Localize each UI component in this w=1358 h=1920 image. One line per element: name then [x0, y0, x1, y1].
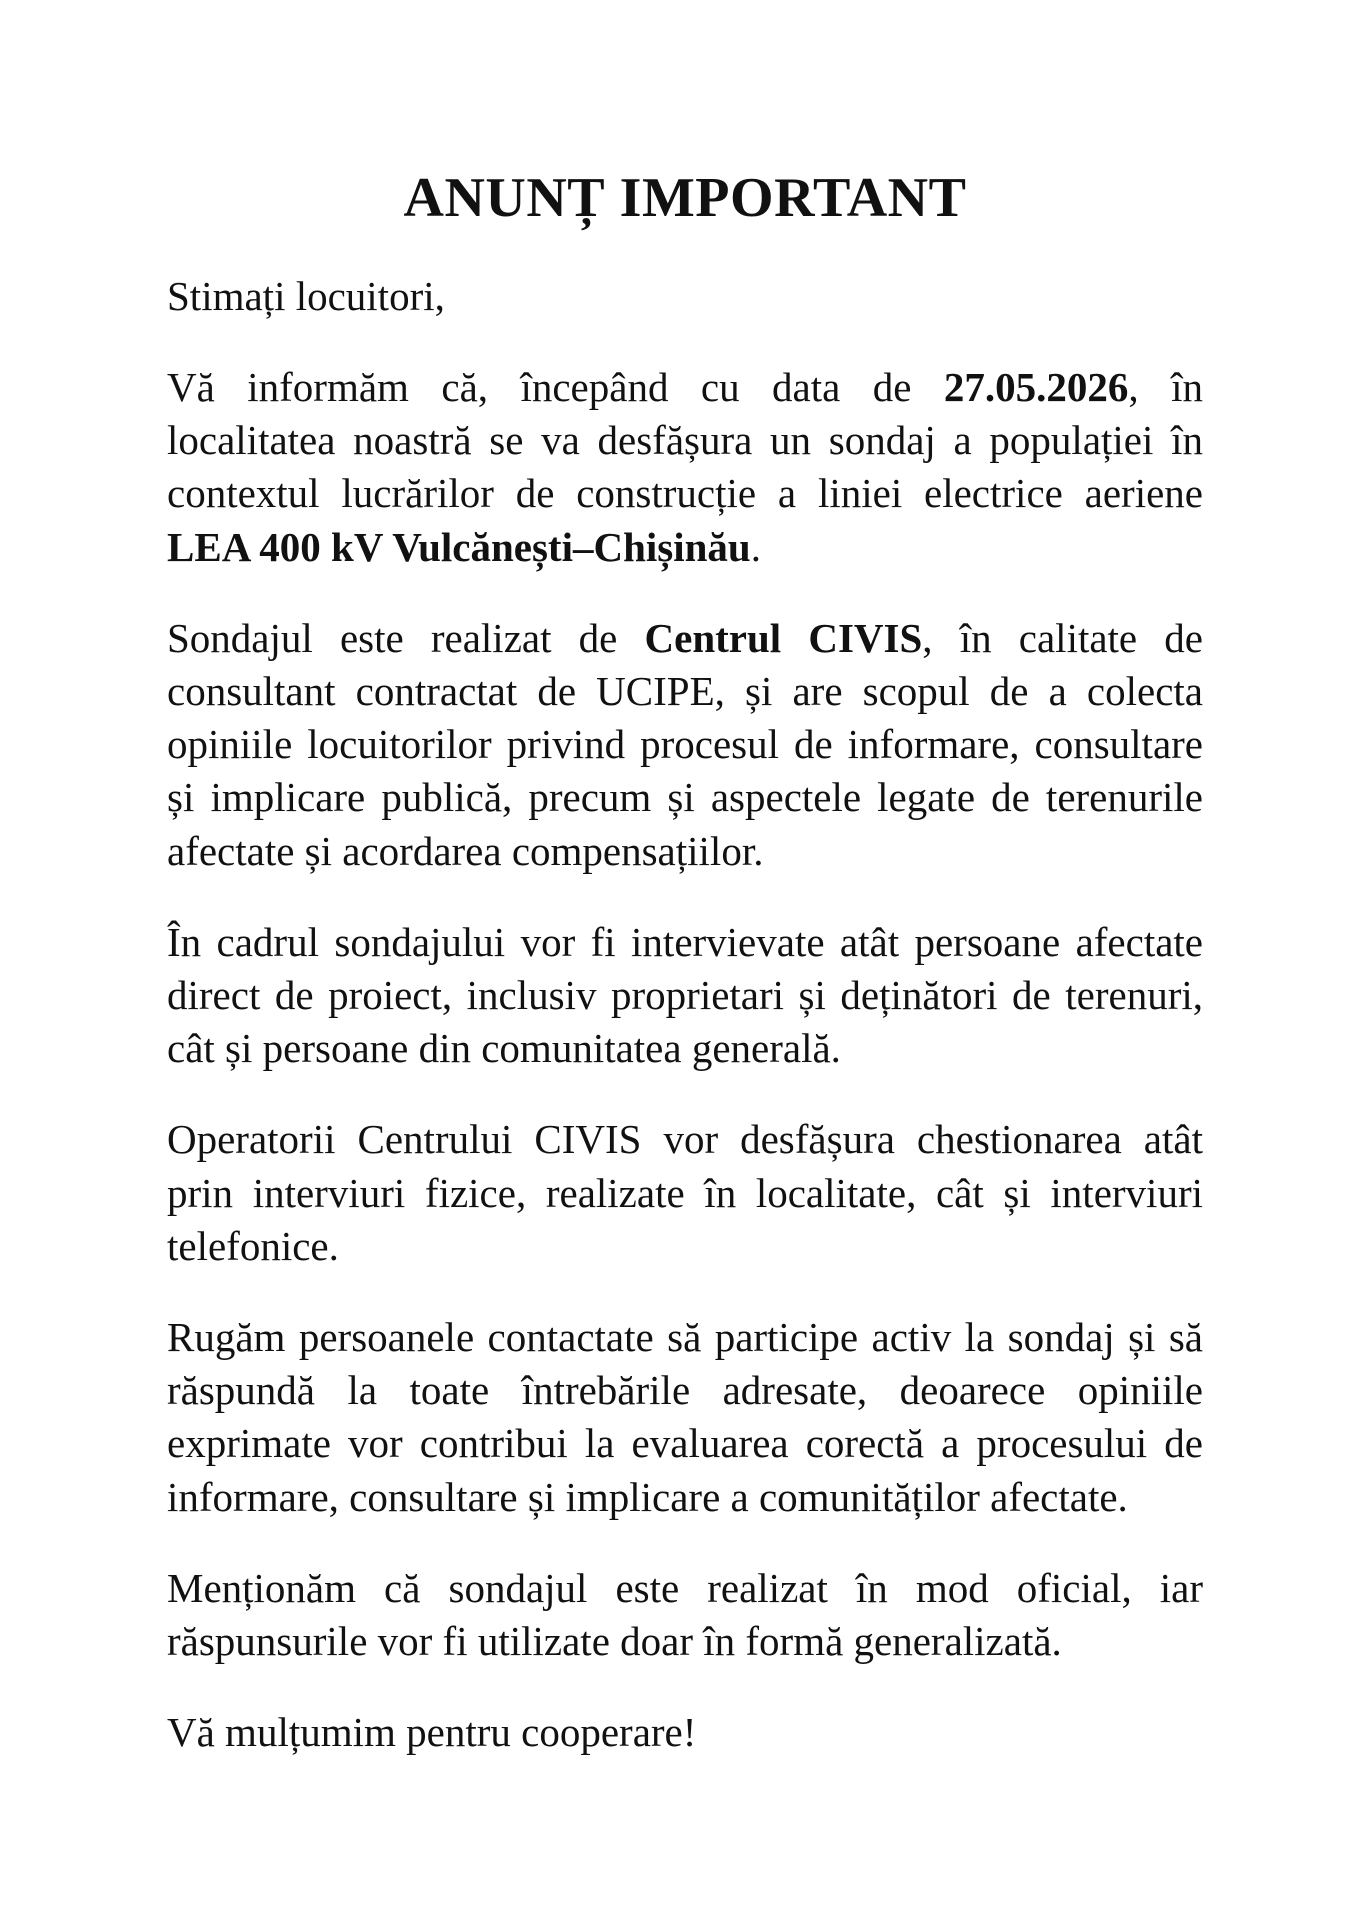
paragraph-text: , în calitate de consultant contractat de UCIPE, și are scopul de a colecta opiniile locuitorilor privind procesul de informare, consultare și implicare publică, precum și aspectele legate de terenurile afectate și acordarea compensațiilor. [167, 614, 1204, 874]
paragraph-text: Vă informăm că, începând cu data de [167, 364, 944, 410]
paragraph-interviewees: În cadrul sondajului vor fi intervievate atât persoane afectate direct de proiect, inclusiv proprietari și deținători de terenuri, cât și persoane din comunitatea generală. [167, 918, 1203, 1072]
paragraph-text: , în localitatea noastră se va desfășura un sondaj a populației în contextul lucrărilor de construcție a liniei electrice aeriene [167, 364, 1203, 517]
organization-name: Centrul CIVIS [644, 614, 923, 661]
survey-start-date: 27.05.2026 [943, 364, 1129, 410]
paragraph-survey-purpose [167, 612, 1203, 878]
closing-thanks: Vă mulțumim pentru cooperare! [167, 1709, 697, 1756]
paragraph-text: Sondajul este realizat de [167, 614, 645, 661]
paragraph-participation-request: Rugăm persoanele contactate să participe activ la sondaj și să răspundă la toate întrebările adresate, deoarece opiniile exprimate vor contribui la evaluarea corectă a procesului de informare, consultare și implicare a comunităților afectate. [167, 1314, 1203, 1520]
power-line-name: LEA 400 kV Vulcănești–Chișinău [167, 523, 751, 570]
paragraph-survey-start [167, 361, 1203, 574]
announcement-title: ANUNȚ IMPORTANT [403, 167, 967, 229]
paragraph-official-note: Menționăm că sondajul este realizat în mod oficial, iar răspunsurile vor fi utilizate doar în formă generalizată. [167, 1564, 1203, 1665]
greeting: Stimați locuitori, [167, 273, 445, 319]
paragraph-text: . [750, 523, 761, 570]
paragraph-interview-methods: Operatorii Centrului CIVIS vor desfășura chestionarea atât prin interviuri fizice, realizate în localitate, cât și interviuri telefonice. [167, 1116, 1203, 1269]
announcement-page [167, 160, 1203, 1759]
